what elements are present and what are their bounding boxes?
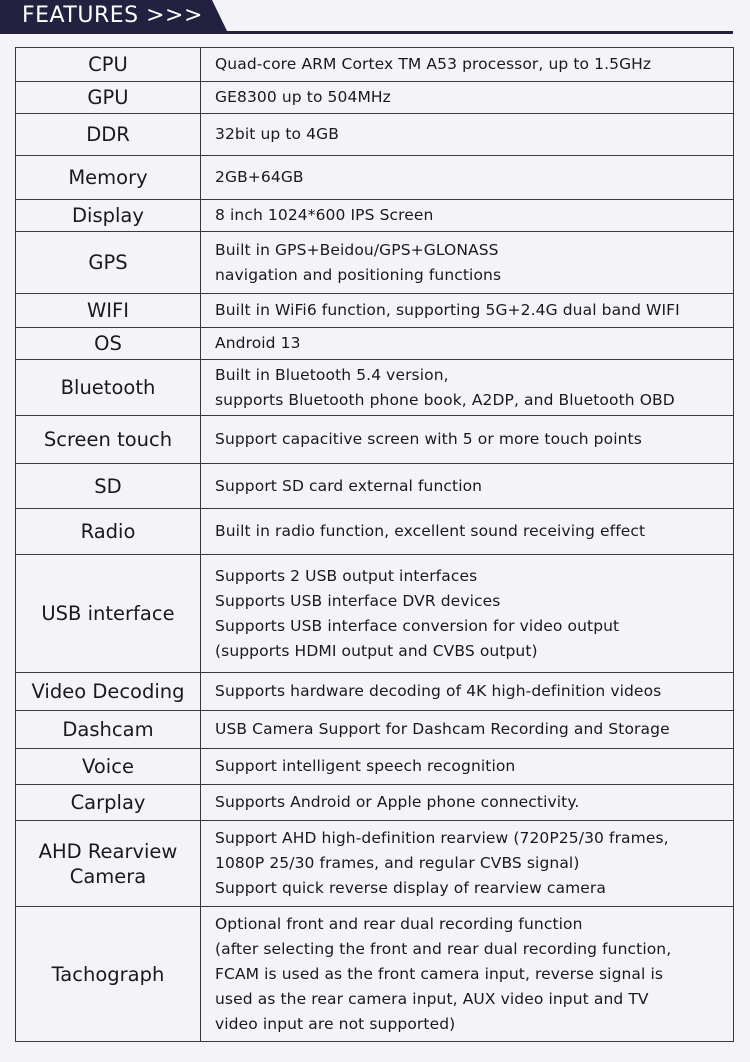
spec-value-line: Support quick reverse display of rearview camera [215, 879, 606, 897]
spec-value-line: Optional front and rear dual recording function [215, 914, 583, 933]
table-row [16, 328, 734, 360]
spec-label: USB interface [16, 555, 201, 673]
spec-value-line: video input are not supported) [215, 1014, 456, 1033]
table-row [16, 294, 734, 328]
spec-label: Memory [16, 156, 201, 200]
spec-value [201, 232, 734, 294]
spec-value-line: 8 inch 1024*600 IPS Screen [215, 206, 434, 224]
table-row [16, 114, 734, 156]
spec-value [201, 200, 734, 232]
spec-value [201, 82, 734, 114]
table-row [16, 907, 734, 1042]
spec-value-line: supports Bluetooth phone book, A2DP, and Bluetooth OBD [215, 390, 675, 409]
spec-value-line: Quad-core ARM Cortex TM A53 processor, up to 1.5GHz [215, 55, 652, 73]
spec-label: Display [16, 200, 201, 232]
spec-label: Tachograph [16, 907, 201, 1042]
spec-value-line: navigation and positioning functions [215, 265, 502, 284]
spec-label: Video Decoding [16, 673, 201, 711]
spec-label: DDR [16, 114, 201, 156]
spec-value [201, 711, 734, 749]
specs-table [15, 47, 734, 1042]
spec-value-line: GE8300 up to 504MHz [215, 88, 391, 106]
spec-value [201, 48, 734, 82]
spec-value [201, 360, 734, 416]
spec-value-line: Supports USB interface conversion for video output [215, 616, 620, 635]
spec-label: GPS [16, 232, 201, 294]
table-row [16, 555, 734, 673]
spec-label-line: Camera [69, 864, 147, 888]
header-divider [0, 31, 733, 34]
spec-label: Bluetooth [16, 360, 201, 416]
spec-value [201, 416, 734, 464]
table-row [16, 416, 734, 464]
spec-value [201, 294, 734, 328]
spec-value [201, 749, 734, 785]
spec-value-line: Support SD card external function [215, 476, 483, 495]
spec-value [201, 156, 734, 200]
spec-value [201, 114, 734, 156]
spec-value-line: Support capacitive screen with 5 or more touch points [215, 430, 642, 448]
table-row [16, 785, 734, 821]
spec-value [201, 785, 734, 821]
table-row [16, 156, 734, 200]
spec-label: WIFI [16, 294, 201, 328]
spec-value-line: USB Camera Support for Dashcam Recording and Storage [215, 720, 670, 738]
spec-value-line: 32bit up to 4GB [215, 125, 339, 143]
features-header [0, 0, 750, 36]
table-row [16, 200, 734, 232]
table-row [16, 673, 734, 711]
spec-value-line: used as the rear camera input, AUX video input and TV [215, 989, 649, 1008]
spec-value-line: Support intelligent speech recognition [215, 757, 516, 775]
spec-value-line: Built in WiFi6 function, supporting 5G+2.4G dual band WIFI [215, 301, 680, 319]
table-row [16, 360, 734, 416]
table-row [16, 749, 734, 785]
spec-label: Voice [16, 749, 201, 785]
spec-value [201, 821, 734, 907]
spec-label: CPU [16, 48, 201, 82]
spec-value-line: Android 13 [215, 334, 301, 352]
header-title: FEATURES >>> [22, 3, 203, 28]
spec-label: Screen touch [16, 416, 201, 464]
spec-value [201, 328, 734, 360]
spec-value [201, 555, 734, 673]
spec-value-line: Supports 2 USB output interfaces [215, 566, 478, 585]
spec-label [16, 821, 201, 907]
spec-value-line: 2GB+64GB [215, 168, 304, 186]
spec-value [201, 673, 734, 711]
spec-label: OS [16, 328, 201, 360]
spec-value-line: Support AHD high-definition rearview (720P25/30 frames, [215, 829, 669, 847]
spec-value-line: Built in GPS+Beidou/GPS+GLONASS [215, 240, 499, 259]
spec-value-line: Supports USB interface DVR devices [215, 591, 501, 610]
spec-value-line: 1080P 25/30 frames, and regular CVBS signal) [215, 854, 580, 872]
spec-label: Dashcam [16, 711, 201, 749]
table-row [16, 711, 734, 749]
spec-value-line: Built in radio function, excellent sound receiving effect [215, 522, 646, 540]
table-row [16, 464, 734, 509]
spec-value-line: (supports HDMI output and CVBS output) [215, 641, 538, 660]
spec-label: Radio [16, 509, 201, 555]
spec-label: GPU [16, 82, 201, 114]
spec-value-line: Supports Android or Apple phone connectivity. [215, 793, 580, 811]
spec-value [201, 509, 734, 555]
spec-label-line: AHD Rearview [38, 839, 178, 863]
table-row [16, 82, 734, 114]
spec-value-line: (after selecting the front and rear dual recording function, [215, 939, 672, 958]
table-row [16, 821, 734, 907]
spec-value-line: Built in Bluetooth 5.4 version, [215, 365, 449, 384]
spec-value [201, 907, 734, 1042]
spec-label: SD [16, 464, 201, 509]
spec-label: Carplay [16, 785, 201, 821]
spec-value-line: FCAM is used as the front camera input, reverse signal is [215, 964, 664, 983]
table-row [16, 48, 734, 82]
spec-value [201, 464, 734, 509]
table-row [16, 509, 734, 555]
table-row [16, 232, 734, 294]
spec-value-line: Supports hardware decoding of 4K high-definition videos [215, 682, 662, 700]
